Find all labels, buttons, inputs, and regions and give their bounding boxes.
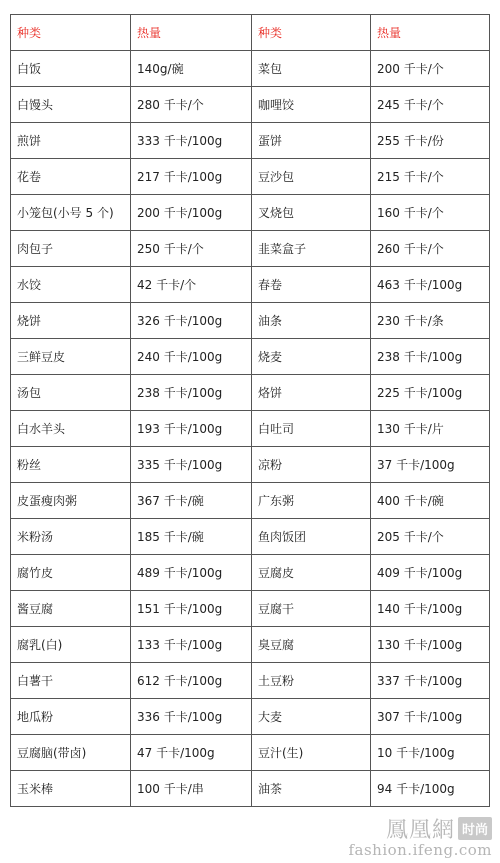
table-row (11, 87, 490, 123)
cell-food-name: 蛋饼 (252, 123, 371, 159)
watermark-badge: 时尚 (458, 817, 492, 840)
cell-calories: 367 千卡/碗 (131, 483, 252, 519)
cell-calories: 160 千卡/个 (371, 195, 490, 231)
cell-calories: 217 千卡/100g (131, 159, 252, 195)
calorie-table-body (11, 15, 490, 807)
cell-food-name: 玉米棒 (11, 771, 131, 807)
cell-calories: 463 千卡/100g (371, 267, 490, 303)
cell-food-name: 白吐司 (252, 411, 371, 447)
cell-food-name: 白水羊头 (11, 411, 131, 447)
cell-food-name: 菜包 (252, 51, 371, 87)
cell-calories: 215 千卡/个 (371, 159, 490, 195)
table-row (11, 771, 490, 807)
cell-food-name: 油茶 (252, 771, 371, 807)
cell-calories: 400 千卡/碗 (371, 483, 490, 519)
cell-calories: 612 千卡/100g (131, 663, 252, 699)
cell-food-name: 豆腐脑(带卤) (11, 735, 131, 771)
cell-calories: 326 千卡/100g (131, 303, 252, 339)
cell-calories: 100 千卡/串 (131, 771, 252, 807)
cell-food-name: 汤包 (11, 375, 131, 411)
table-row (11, 375, 490, 411)
cell-food-name: 豆汁(生) (252, 735, 371, 771)
cell-food-name: 白薯干 (11, 663, 131, 699)
cell-food-name: 皮蛋瘦肉粥 (11, 483, 131, 519)
cell-calories: 307 千卡/100g (371, 699, 490, 735)
cell-calories: 133 千卡/100g (131, 627, 252, 663)
cell-calories: 94 千卡/100g (371, 771, 490, 807)
cell-calories: 336 千卡/100g (131, 699, 252, 735)
header-cell-kind: 种类 (252, 15, 371, 51)
site-watermark (292, 815, 492, 859)
cell-food-name: 油条 (252, 303, 371, 339)
cell-calories: 185 千卡/碗 (131, 519, 252, 555)
cell-calories: 10 千卡/100g (371, 735, 490, 771)
cell-food-name: 烧麦 (252, 339, 371, 375)
header-cell-kind: 种类 (11, 15, 131, 51)
table-row (11, 483, 490, 519)
table-row (11, 159, 490, 195)
cell-food-name: 腐竹皮 (11, 555, 131, 591)
cell-food-name: 咖哩饺 (252, 87, 371, 123)
table-row (11, 699, 490, 735)
cell-food-name: 水饺 (11, 267, 131, 303)
table-row (11, 195, 490, 231)
cell-food-name: 土豆粉 (252, 663, 371, 699)
table-row (11, 627, 490, 663)
cell-calories: 37 千卡/100g (371, 447, 490, 483)
table-row (11, 411, 490, 447)
cell-food-name: 烧饼 (11, 303, 131, 339)
cell-food-name: 花卷 (11, 159, 131, 195)
cell-calories: 260 千卡/个 (371, 231, 490, 267)
cell-calories: 225 千卡/100g (371, 375, 490, 411)
cell-food-name: 肉包子 (11, 231, 131, 267)
cell-calories: 335 千卡/100g (131, 447, 252, 483)
cell-food-name: 大麦 (252, 699, 371, 735)
cell-food-name: 白馒头 (11, 87, 131, 123)
cell-calories: 238 千卡/100g (131, 375, 252, 411)
table-row (11, 303, 490, 339)
cell-food-name: 叉烧包 (252, 195, 371, 231)
cell-food-name: 酱豆腐 (11, 591, 131, 627)
cell-calories: 409 千卡/100g (371, 555, 490, 591)
cell-food-name: 腐乳(白) (11, 627, 131, 663)
watermark-url: fashion.ifeng.com (348, 841, 492, 859)
watermark-logo-text: 鳳凰網 (385, 817, 455, 843)
cell-calories: 200 千卡/个 (371, 51, 490, 87)
cell-food-name: 凉粉 (252, 447, 371, 483)
cell-calories: 200 千卡/100g (131, 195, 252, 231)
cell-food-name: 广东粥 (252, 483, 371, 519)
cell-calories: 250 千卡/个 (131, 231, 252, 267)
calorie-table-container (10, 14, 489, 807)
cell-calories: 130 千卡/100g (371, 627, 490, 663)
cell-food-name: 地瓜粉 (11, 699, 131, 735)
cell-calories: 238 千卡/100g (371, 339, 490, 375)
cell-calories: 280 千卡/个 (131, 87, 252, 123)
header-cell-calories: 热量 (131, 15, 252, 51)
cell-calories: 151 千卡/100g (131, 591, 252, 627)
cell-calories: 140 千卡/100g (371, 591, 490, 627)
cell-food-name: 三鲜豆皮 (11, 339, 131, 375)
cell-calories: 47 千卡/100g (131, 735, 252, 771)
cell-calories: 193 千卡/100g (131, 411, 252, 447)
cell-food-name: 烙饼 (252, 375, 371, 411)
cell-food-name: 粉丝 (11, 447, 131, 483)
cell-calories: 205 千卡/个 (371, 519, 490, 555)
cell-food-name: 豆腐皮 (252, 555, 371, 591)
cell-calories: 140g/碗 (131, 51, 252, 87)
cell-food-name: 臭豆腐 (252, 627, 371, 663)
table-row (11, 123, 490, 159)
table-row (11, 663, 490, 699)
cell-calories: 230 千卡/条 (371, 303, 490, 339)
cell-calories: 130 千卡/片 (371, 411, 490, 447)
table-row (11, 555, 490, 591)
cell-food-name: 米粉汤 (11, 519, 131, 555)
table-row (11, 267, 490, 303)
cell-food-name: 春卷 (252, 267, 371, 303)
cell-food-name: 煎饼 (11, 123, 131, 159)
cell-food-name: 豆沙包 (252, 159, 371, 195)
cell-food-name: 豆腐干 (252, 591, 371, 627)
calorie-table (10, 14, 490, 807)
cell-food-name: 白饭 (11, 51, 131, 87)
watermark-logo (386, 815, 492, 841)
table-row (11, 591, 490, 627)
table-row (11, 447, 490, 483)
table-row (11, 231, 490, 267)
cell-calories: 489 千卡/100g (131, 555, 252, 591)
table-row (11, 339, 490, 375)
table-header-row (11, 15, 490, 51)
table-row (11, 51, 490, 87)
table-row (11, 519, 490, 555)
table-row (11, 735, 490, 771)
cell-calories: 337 千卡/100g (371, 663, 490, 699)
cell-food-name: 鱼肉饭团 (252, 519, 371, 555)
cell-calories: 245 千卡/个 (371, 87, 490, 123)
cell-calories: 333 千卡/100g (131, 123, 252, 159)
cell-calories: 240 千卡/100g (131, 339, 252, 375)
header-cell-calories: 热量 (371, 15, 490, 51)
cell-food-name: 小笼包(小号 5 个) (11, 195, 131, 231)
cell-calories: 42 千卡/个 (131, 267, 252, 303)
cell-calories: 255 千卡/份 (371, 123, 490, 159)
cell-food-name: 韭菜盒子 (252, 231, 371, 267)
